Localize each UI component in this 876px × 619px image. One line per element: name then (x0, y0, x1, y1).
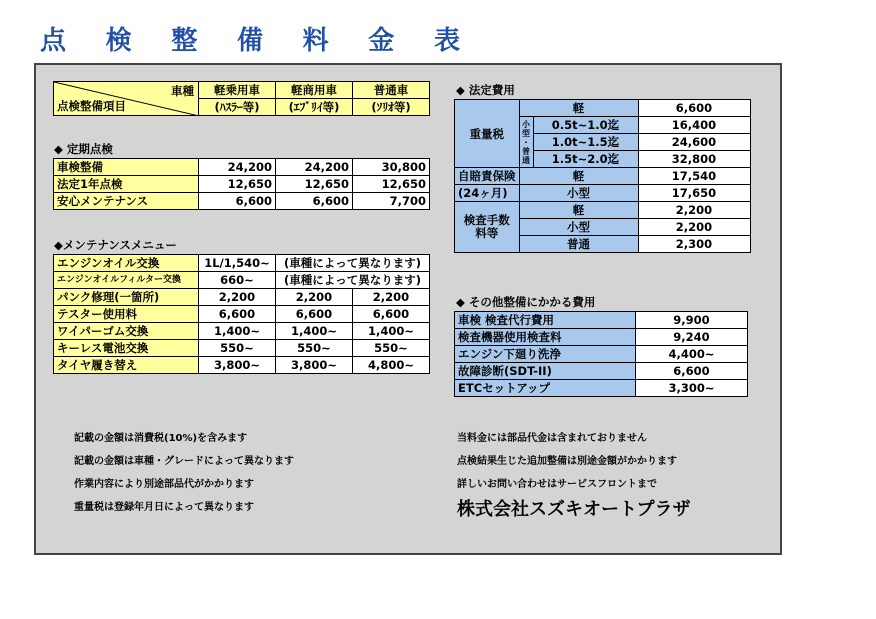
price-cell: 4,800~ (353, 357, 430, 374)
title-char: 点 (40, 26, 67, 56)
subheader-0: (ﾊｽﾗｰ等) (199, 99, 276, 116)
row-label: キーレス電池交換 (54, 340, 199, 357)
title-char: 備 (236, 26, 263, 56)
price-cell: 17,650 (638, 185, 750, 202)
price-cell: 32,800 (638, 151, 750, 168)
price-cell: 2,200 (276, 289, 353, 306)
legal-heading: ◆ 法定費用 (456, 83, 515, 97)
insurance-label: 自賠責保険 (455, 168, 520, 185)
row-label: エンジンオイルフィルター交換 (54, 272, 199, 289)
note-line: 作業内容により別途部品代がかかります (74, 479, 254, 490)
table-row (455, 185, 751, 202)
row-label: エンジンオイル交換 (54, 255, 199, 272)
other-heading: ◆ その他整備にかかる費用 (456, 295, 596, 309)
row-label: 検査機器使用検査料 (455, 329, 636, 346)
weight-tax-label: 重量税 (455, 100, 520, 168)
title-char: 金 (368, 26, 395, 56)
table-row (455, 100, 751, 117)
price-cell: 6,600 (276, 193, 353, 210)
row-label: 法定1年点検 (54, 176, 199, 193)
price-cell: 550~ (199, 340, 276, 357)
table-row (455, 346, 748, 363)
price-cell: 550~ (353, 340, 430, 357)
class-label: 小型 (519, 219, 638, 236)
row-label: 車検 検査代行費用 (455, 312, 636, 329)
price-cell: 6,600 (276, 306, 353, 323)
class-label: 0.5t~1.0迄 (533, 117, 638, 134)
table-row (54, 193, 430, 210)
corner-bottom-label: 点検整備項目 (57, 99, 126, 113)
note-line: 記載の金額は車種・グレードによって異なります (74, 456, 294, 467)
page-title (40, 20, 460, 56)
price-cell: 1,400~ (199, 323, 276, 340)
price-cell: 550~ (276, 340, 353, 357)
price-panel (34, 63, 782, 555)
price-cell: 9,900 (636, 312, 748, 329)
note-line: 点検結果生じた追加整備は別途金額がかかります (457, 456, 677, 467)
table-row (455, 168, 751, 185)
price-cell: 24,600 (638, 134, 750, 151)
title-char: 表 (433, 26, 460, 56)
price-cell: 2,200 (638, 202, 750, 219)
maintenance-heading: ◆メンテナンスメニュー (54, 238, 177, 252)
price-cell: 16,400 (638, 117, 750, 134)
notes-left (74, 427, 294, 519)
row-label: 車検整備 (54, 159, 199, 176)
price-cell: 9,240 (636, 329, 748, 346)
price-cell: 6,600 (199, 306, 276, 323)
table-row (455, 363, 748, 380)
row-label: テスター使用料 (54, 306, 199, 323)
price-cell: 4,400~ (636, 346, 748, 363)
inspection-label: 検査手数 料等 (455, 202, 520, 253)
price-cell: 3,800~ (199, 357, 276, 374)
price-cell: 12,650 (353, 176, 430, 193)
table-row (455, 380, 748, 397)
subheader-1: (ｴﾌﾞﾘｲ等) (276, 99, 353, 116)
note-line: 詳しいお問い合わせはサービスフロントまで (457, 479, 657, 490)
table-row (54, 176, 430, 193)
note-line: 重量税は登録年月日によって異なります (74, 502, 254, 513)
price-cell: 6,600 (636, 363, 748, 380)
subheader-2: (ｿﾘｵ等) (353, 99, 430, 116)
price-cell: 12,650 (199, 176, 276, 193)
header-regular: 普通車 (353, 82, 430, 99)
note-line: 当料金には部品代金は含まれておりません (457, 433, 647, 444)
periodic-heading: ◆ 定期点検 (54, 142, 113, 156)
table-row (455, 202, 751, 219)
table-row (54, 289, 430, 306)
title-char: 整 (171, 26, 198, 56)
table-row (54, 340, 430, 357)
table-row (54, 255, 430, 272)
price-cell: 3,300~ (636, 380, 748, 397)
price-cell: 3,800~ (276, 357, 353, 374)
header-table (53, 81, 430, 116)
row-label: ワイパーゴム交換 (54, 323, 199, 340)
price-cell: 2,200 (353, 289, 430, 306)
price-cell: 2,300 (638, 236, 750, 253)
class-label: 1.5t~2.0迄 (533, 151, 638, 168)
periodic-table (53, 158, 430, 210)
price-cell: 1L/1,540~ (199, 255, 276, 272)
company-name: 株式会社スズキオートプラザ (457, 499, 691, 520)
note-line: 記載の金額は消費税(10%)を含みます (74, 433, 248, 444)
price-cell: 2,200 (199, 289, 276, 306)
class-label: 普通 (519, 236, 638, 253)
price-cell: 1,400~ (353, 323, 430, 340)
price-cell: 7,700 (353, 193, 430, 210)
maintenance-table (53, 254, 430, 374)
price-cell: 30,800 (353, 159, 430, 176)
price-cell: 24,200 (199, 159, 276, 176)
table-row (54, 159, 430, 176)
note-cell: (車種によって異なります) (276, 255, 430, 272)
row-label: エンジン下廻り洗浄 (455, 346, 636, 363)
header-kei-passenger: 軽乗用車 (199, 82, 276, 99)
table-row (54, 323, 430, 340)
class-label: 軽 (519, 100, 638, 117)
row-label: パンク修理(一箇所) (54, 289, 199, 306)
price-cell: 6,600 (353, 306, 430, 323)
table-row (54, 306, 430, 323)
class-label: 1.0t~1.5迄 (533, 134, 638, 151)
price-cell: 660~ (199, 272, 276, 289)
table-row (54, 272, 430, 289)
other-table (454, 311, 748, 397)
row-label: 故障診断(SDT-II) (455, 363, 636, 380)
class-label: 軽 (519, 168, 638, 185)
price-cell: 6,600 (199, 193, 276, 210)
price-cell: 6,600 (638, 100, 750, 117)
header-kei-commercial: 軽商用車 (276, 82, 353, 99)
title-char: 料 (302, 26, 329, 56)
insurance-term: (24ヶ月) (455, 185, 520, 202)
price-cell: 12,650 (276, 176, 353, 193)
corner-top-label: 車種 (171, 84, 194, 98)
title-char: 検 (105, 26, 132, 56)
size-label: 小 型 ・ 普 通 (519, 117, 533, 168)
price-cell: 24,200 (276, 159, 353, 176)
row-label: タイヤ履き替え (54, 357, 199, 374)
price-cell: 2,200 (638, 219, 750, 236)
table-row (54, 357, 430, 374)
price-cell: 17,540 (638, 168, 750, 185)
note-cell: (車種によって異なります) (276, 272, 430, 289)
class-label: 軽 (519, 202, 638, 219)
notes-right (457, 427, 677, 496)
row-label: 安心メンテナンス (54, 193, 199, 210)
table-row (455, 329, 748, 346)
price-cell: 1,400~ (276, 323, 353, 340)
row-label: ETCセットアップ (455, 380, 636, 397)
table-row (455, 312, 748, 329)
class-label: 小型 (519, 185, 638, 202)
legal-table (454, 99, 751, 253)
corner-cell (54, 82, 199, 116)
